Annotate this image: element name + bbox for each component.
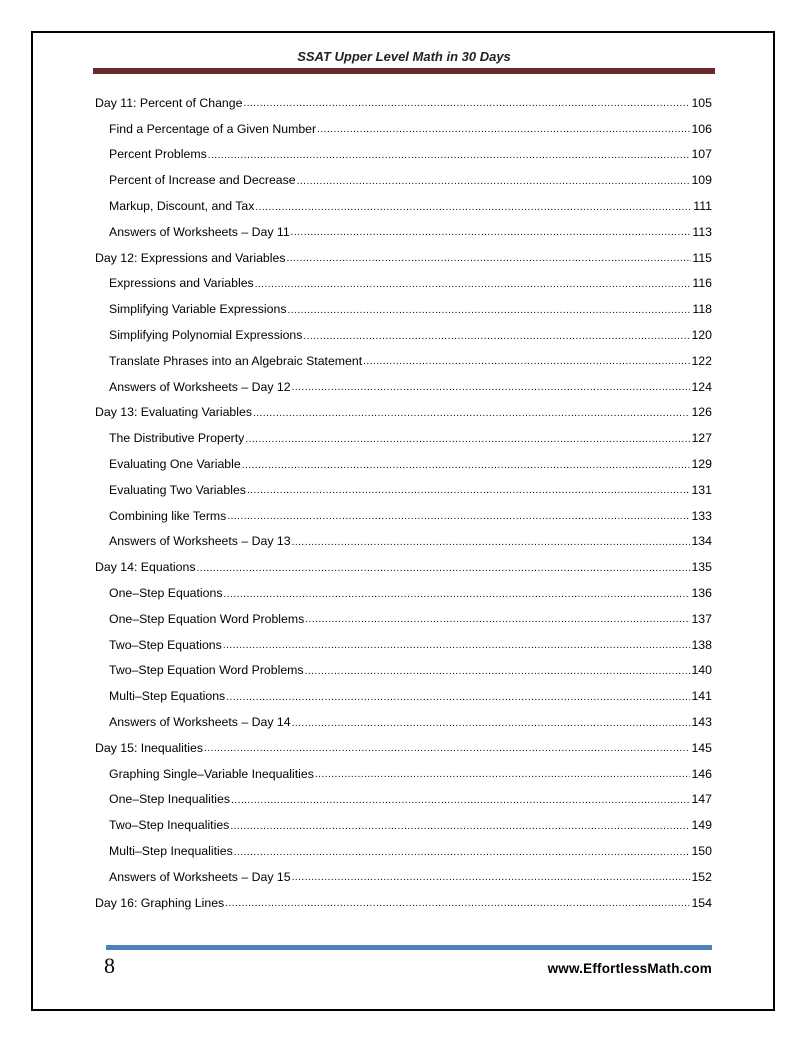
toc-chapter-entry[interactable] [95,400,712,426]
toc-dot-leader [208,150,691,161]
toc-entry-page: 115 [692,250,712,265]
toc-section-entry[interactable] [95,838,712,864]
toc-dot-leader [242,460,691,471]
toc-dot-leader [253,408,690,419]
toc-entry-page: 138 [691,637,712,652]
toc-entry-page: 111 [693,199,712,214]
toc-dot-leader [225,898,690,909]
toc-entry-title: Simplifying Polynomial Expressions [109,328,303,343]
toc-chapter-entry[interactable] [95,90,712,116]
toc-entry-title: Graphing Single–Variable Inequalities [109,766,314,781]
toc-entry-page: 107 [691,147,712,162]
toc-section-entry[interactable] [95,812,712,838]
toc-section-entry[interactable] [95,477,712,503]
toc-dot-leader [292,718,691,729]
toc-entry-title: Simplifying Variable Expressions [109,302,287,317]
toc-entry-page: 105 [691,95,712,110]
toc-entry-title: Day 13: Evaluating Variables [95,405,252,420]
toc-section-entry[interactable] [95,606,712,632]
toc-section-entry[interactable] [95,580,712,606]
toc-chapter-entry[interactable] [95,735,712,761]
toc-dot-leader [197,563,691,574]
toc-dot-leader [292,537,691,548]
toc-entry-page: 140 [691,663,712,678]
toc-entry-page: 118 [692,302,712,317]
toc-dot-leader [234,847,691,858]
toc-section-entry[interactable] [95,348,712,374]
toc-section-entry[interactable] [95,425,712,451]
toc-entry-page: 129 [691,457,712,472]
toc-entry-title: Combining like Terms [109,508,227,523]
toc-entry-page: 135 [691,560,712,575]
toc-entry-title: Answers of Worksheets – Day 11 [109,224,290,239]
toc-entry-title: Translate Phrases into an Algebraic Statement [109,353,363,368]
toc-section-entry[interactable] [95,193,712,219]
toc-dot-leader [255,202,692,213]
toc-entry-title: One–Step Inequalities [109,792,231,807]
toc-entry-title: Answers of Worksheets – Day 13 [109,534,291,549]
toc-section-entry[interactable] [95,529,712,555]
toc-chapter-entry[interactable] [95,554,712,580]
toc-chapter-entry[interactable] [95,890,712,916]
toc-section-entry[interactable] [95,167,712,193]
toc-entry-page: 147 [691,792,712,807]
toc-entry-title: Day 14: Equations [95,560,196,575]
toc-dot-leader [292,872,691,883]
toc-entry-title: Markup, Discount, and Tax [109,199,255,214]
toc-dot-leader [303,331,690,342]
toc-entry-page: 120 [691,328,712,343]
toc-section-entry[interactable] [95,709,712,735]
toc-entry-title: Answers of Worksheets – Day 15 [109,869,291,884]
toc-dot-leader [305,666,691,677]
toc-dot-leader [226,692,690,703]
toc-dot-leader [247,485,691,496]
footer-divider [106,945,712,950]
toc-section-entry[interactable] [95,864,712,890]
header-divider [93,68,715,74]
toc-dot-leader [243,98,690,109]
toc-dot-leader [224,589,691,600]
toc-section-entry[interactable] [95,761,712,787]
toc-entry-page: 127 [691,431,712,446]
toc-entry-title: Answers of Worksheets – Day 12 [109,379,291,394]
toc-entry-title: Day 12: Expressions and Variables [95,250,286,265]
toc-entry-page: 122 [691,353,712,368]
website-link[interactable]: www.EffortlessMath.com [547,961,712,976]
toc-entry-title: Multi–Step Equations [109,689,226,704]
toc-section-entry[interactable] [95,374,712,400]
toc-entry-page: 143 [691,715,712,730]
toc-entry-page: 150 [691,844,712,858]
toc-entry-page: 113 [692,224,712,239]
toc-dot-leader [223,640,691,651]
toc-dot-leader [363,356,690,367]
table-of-contents [95,90,712,916]
toc-entry-title: Two–Step Inequalities [109,818,230,833]
toc-section-entry[interactable] [95,271,712,297]
toc-entry-page: 106 [691,121,712,136]
toc-dot-leader [227,511,690,522]
toc-dot-leader [230,821,690,832]
toc-entry-page: 154 [691,895,712,910]
toc-section-entry[interactable] [95,632,712,658]
toc-entry-title: Find a Percentage of a Given Number [109,121,317,136]
book-title: SSAT Upper Level Math in 30 Days [297,49,511,64]
toc-entry-title: Two–Step Equations [109,637,222,652]
toc-dot-leader [292,382,691,393]
toc-dot-leader [297,176,691,187]
toc-entry-title: Evaluating Two Variables [109,482,246,497]
toc-dot-leader [291,227,692,238]
toc-dot-leader [305,614,690,625]
toc-entry-page: 137 [691,611,712,626]
page-number: 8 [104,953,115,978]
toc-entry-page: 133 [691,508,712,523]
toc-section-entry[interactable] [95,116,712,142]
toc-entry-page: 152 [691,869,712,884]
toc-section-entry[interactable] [95,503,712,529]
toc-chapter-entry[interactable] [95,245,712,271]
toc-dot-leader [286,253,691,264]
toc-section-entry[interactable] [95,451,712,477]
toc-entry-page: 109 [691,173,712,188]
toc-dot-leader [315,769,691,780]
toc-entry-title: One–Step Equations [109,586,223,601]
toc-entry-page: 149 [691,818,712,833]
toc-section-entry[interactable] [95,787,712,813]
toc-dot-leader [255,279,692,290]
toc-entry-title: Multi–Step Inequalities [109,844,233,858]
toc-entry-page: 141 [691,689,712,704]
toc-entry-title: Day 16: Graphing Lines [95,895,225,910]
toc-entry-page: 134 [691,534,712,549]
toc-entry-title: The Distributive Property [109,431,245,446]
toc-entry-page: 116 [692,276,712,291]
toc-section-entry[interactable] [95,658,712,684]
toc-entry-page: 145 [691,740,712,755]
toc-entry-title: Day 11: Percent of Change [95,95,243,110]
toc-section-entry[interactable] [95,142,712,168]
toc-dot-leader [317,124,690,135]
toc-entry-page: 126 [691,405,712,420]
toc-section-entry[interactable] [95,219,712,245]
toc-entry-title: Evaluating One Variable [109,457,241,472]
toc-entry-page: 124 [691,379,712,394]
toc-dot-leader [231,795,690,806]
toc-dot-leader [287,305,691,316]
toc-entry-page: 136 [691,586,712,601]
toc-section-entry[interactable] [95,683,712,709]
toc-entry-page: 131 [691,482,712,497]
toc-dot-leader [204,743,690,754]
toc-entry-page: 146 [691,766,712,781]
toc-entry-title: Expressions and Variables [109,276,254,291]
toc-entry-title: Two–Step Equation Word Problems [109,663,304,678]
toc-entry-title: Answers of Worksheets – Day 14 [109,715,291,730]
toc-entry-title: Day 15: Inequalities [95,740,204,755]
toc-section-entry[interactable] [95,296,712,322]
toc-section-entry[interactable] [95,322,712,348]
toc-dot-leader [245,434,690,445]
toc-entry-title: Percent of Increase and Decrease [109,173,296,188]
toc-entry-title: Percent Problems [109,147,207,162]
toc-entry-title: One–Step Equation Word Problems [109,611,305,626]
